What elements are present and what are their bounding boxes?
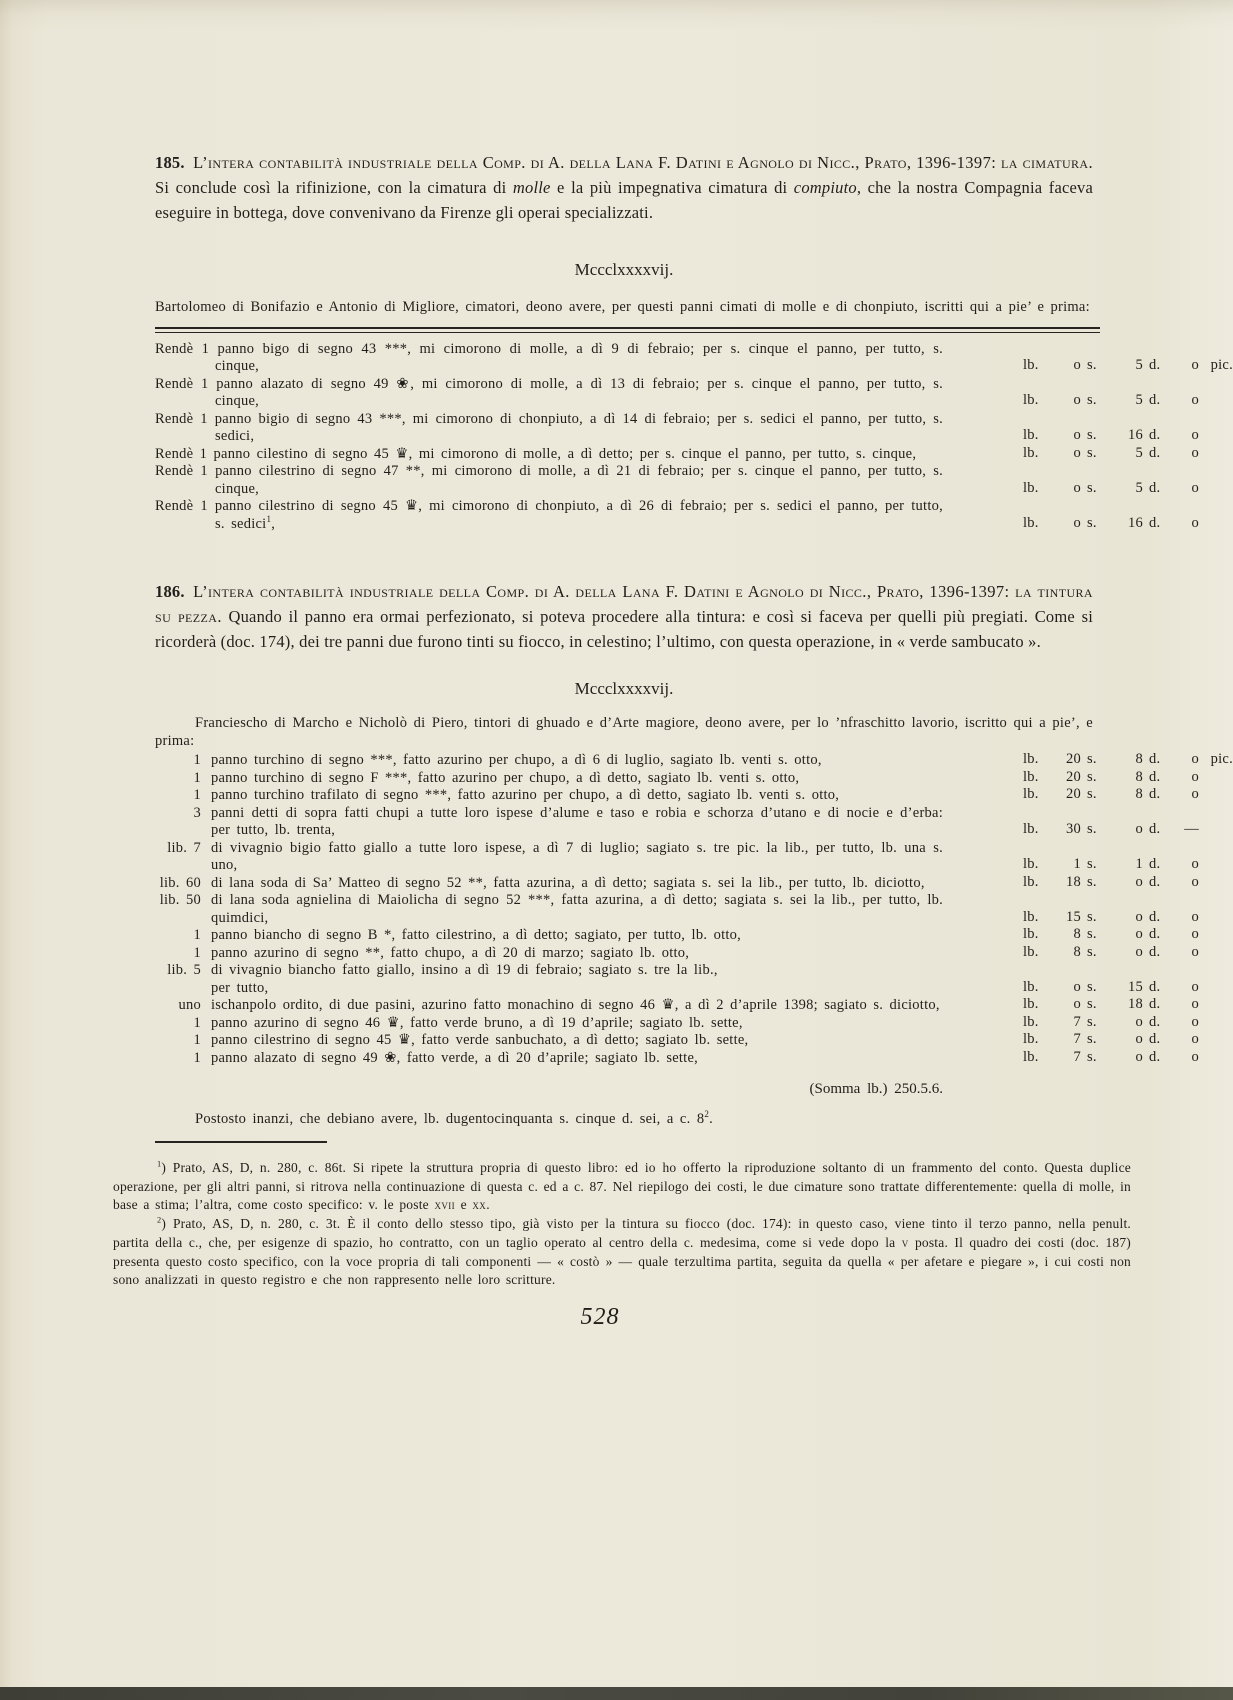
amount-denari-label: d. bbox=[1149, 357, 1161, 373]
amount-denari-label: d. bbox=[1149, 514, 1161, 531]
amount-soldi-value: 8 bbox=[1135, 786, 1143, 802]
entry-description: panno turchino trafilato di segno ***, fatto azurino per chupo, a dì detto, sagiato lb. venti s. otto, bbox=[211, 787, 840, 803]
entry-quantity: lib. 5 bbox=[167, 962, 201, 978]
amount-lb-label: lb. bbox=[1023, 1013, 1039, 1030]
amount-soldi-value: 16 bbox=[1128, 427, 1143, 443]
amount-lb-label: lb. bbox=[1023, 786, 1039, 802]
amount-lb-label: lb. bbox=[1023, 873, 1039, 890]
amount-lb-label: lb. bbox=[1023, 392, 1039, 408]
amount-soldi-label: s. bbox=[1087, 1013, 1097, 1030]
amount-soldi-value: o bbox=[1135, 943, 1143, 960]
account-intro-185: Bartolomeo di Bonifazio e Antonio di Migliore, cimatori, deono avere, per questi panni cimati di molle e di chonpiuto, iscritti qui a pie’ e prima: bbox=[155, 299, 1090, 315]
ledger-entry bbox=[155, 463, 1199, 498]
entry-amount bbox=[1023, 1031, 1233, 1049]
amount-lira-value: o bbox=[1073, 978, 1081, 995]
carryover-line: Postosto inanzi, che debiano avere, lb. dugentocinquanta s. cinque d. sei, a c. $8^2$. bbox=[195, 1109, 713, 1127]
entry-description: panno turchino di segno ***, fatto azurino per chupo, a dì 6 di luglio, sagiato lb. venti s. otto, bbox=[211, 752, 822, 768]
ledger-entry bbox=[155, 804, 1199, 840]
amount-denari-label: d. bbox=[1149, 1048, 1161, 1065]
tintura-ledger-entries bbox=[155, 751, 1233, 1067]
entry-quantity: uno bbox=[178, 997, 201, 1013]
amount-soldi-label: s. bbox=[1087, 926, 1097, 942]
amount-denari-label: d. bbox=[1149, 786, 1161, 802]
amount-denari-value: o bbox=[1191, 514, 1199, 531]
amount-lira-value: 1 bbox=[1073, 856, 1081, 872]
amount-lira-value: 7 bbox=[1073, 1013, 1081, 1030]
amount-lb-label: lb. bbox=[1023, 768, 1039, 785]
amount-lb-label: lb. bbox=[1023, 444, 1039, 461]
amount-lira-value: o bbox=[1073, 427, 1081, 443]
amount-denari-label: d. bbox=[1149, 751, 1161, 767]
amount-suffix bbox=[1199, 1049, 1233, 1067]
amount-lb-label: lb. bbox=[1023, 479, 1039, 496]
amount-lb-label: lb. bbox=[1023, 908, 1039, 925]
entry-description: panno cilestrino di segno 45 ♛, fatto verde sanbuchato, a dì detto; sagiato lb. sette, bbox=[211, 1032, 749, 1048]
amount-soldi-value: o bbox=[1135, 908, 1143, 925]
amount-lb-label: lb. bbox=[1023, 926, 1039, 942]
amount-lira-value: 20 bbox=[1066, 768, 1081, 785]
amount-suffix bbox=[1199, 1014, 1233, 1032]
entry-description: Rendè 1 panno bigio di segno 43 ***, mi cimorono di chonpiuto, a dì 14 di febraio; per s. sedici el panno, per tutto, s. sedici, bbox=[155, 410, 943, 444]
amount-lira-value: o bbox=[1073, 996, 1081, 1012]
footnotes-block bbox=[113, 1159, 1131, 1290]
entry-description: panni detti di sopra fatti chupi a tutte loro ispese d’alume e taso e robia e schorza d’utano e di nocie e d’erba: per tutto, lb. trenta, bbox=[211, 804, 943, 838]
entry-quantity: lib. 50 bbox=[159, 892, 201, 908]
entry-description: di vivagnio biancho fatto giallo, insino a dì 19 di febraio; sagiato s. tre la lib., bbox=[211, 962, 718, 978]
amount-denari-value: o bbox=[1191, 427, 1199, 443]
entry-description: Rendè 1 panno cilestrino di segno 45 ♛, mi cimorono di chonpiuto, a dì 26 di febraio; per s. sedici el panno, per tutto, s. sedici$^1$, bbox=[155, 498, 943, 532]
ledger-entry bbox=[155, 873, 1199, 893]
entry-description: Rendè 1 panno cilestrino di segno 47 **, mi cimorono di molle, a dì 21 di febraio; per s. cinque el panno, per tutto, s. cinque, bbox=[155, 463, 943, 497]
entry-quantity: 1 bbox=[193, 1032, 201, 1048]
amount-soldi-label: s. bbox=[1087, 479, 1097, 496]
entry-description: Rendè 1 panno bigo di segno 43 ***, mi cimorono di molle, a dì 9 di febraio; per s. cinque el panno, per tutto, s. cinque, bbox=[155, 340, 943, 374]
entry-quantity: 1 bbox=[193, 769, 201, 786]
amount-lb-label: lb. bbox=[1023, 1048, 1039, 1065]
entry-amount bbox=[1023, 979, 1233, 997]
entry-description: panno alazato di segno 49 ❀, fatto verde, a dì 20 d’aprile; sagiato lb. sette, bbox=[211, 1049, 699, 1066]
amount-suffix bbox=[1199, 856, 1233, 874]
amount-denari-label: d. bbox=[1149, 996, 1161, 1012]
amount-soldi-label: s. bbox=[1087, 427, 1097, 443]
amount-soldi-value: 8 bbox=[1135, 751, 1143, 767]
amount-denari-value: o bbox=[1191, 996, 1199, 1012]
amount-denari-label: d. bbox=[1149, 479, 1161, 496]
amount-suffix bbox=[1199, 926, 1233, 944]
footnote: $^2$) Prato, AS, D, n. 280, c. 3t. È il conto dello stesso tipo, già visto per la tintura su fiocco (doc. 174): in questo caso, viene tinto il terzo panno, nella penult. partita della c., che, per esigenze di spazio, ho contratto, con un taglio operato al centro della c. medesima, come si vede dopo la v posta. Il quadro dei costi (doc. 187) presenta questo costo specifico, con la voce propria di tali componenti — « costò » — quale terzultima partita, seguita da quella « per afetare e piegare », i cui costi non sono analizzati in questo registro e che non rappresento nelle loro scritture. bbox=[113, 1215, 1131, 1288]
amount-denari-label: d. bbox=[1149, 873, 1161, 890]
amount-lb-label: lb. bbox=[1023, 751, 1039, 767]
amount-lira-value: 8 bbox=[1073, 926, 1081, 942]
entry-amount bbox=[1023, 515, 1233, 533]
amount-soldi-value: 16 bbox=[1128, 514, 1143, 531]
amount-soldi-label: s. bbox=[1087, 786, 1097, 802]
ledger-entry bbox=[155, 375, 1199, 411]
roman-date-heading-186: Mccclxxxxvij. bbox=[574, 679, 674, 698]
ledger-entry bbox=[155, 498, 1199, 533]
entry-description-continuation: per tutto, bbox=[211, 979, 269, 996]
amount-lira-value: 20 bbox=[1066, 751, 1081, 767]
entry-quantity: 1 bbox=[193, 1049, 201, 1066]
amount-lira-value: 30 bbox=[1066, 821, 1081, 837]
amount-soldi-label: s. bbox=[1087, 392, 1097, 408]
amount-denari-value: o bbox=[1191, 908, 1199, 925]
amount-soldi-label: s. bbox=[1087, 978, 1097, 995]
amount-suffix bbox=[1199, 769, 1233, 787]
amount-suffix bbox=[1199, 392, 1233, 410]
amount-denari-label: d. bbox=[1149, 926, 1161, 942]
entry-description: panno biancho di segno B *, fatto cilestrino, a dì detto; sagiato, per tutto, lb. otto, bbox=[211, 927, 742, 943]
amount-denari-label: d. bbox=[1149, 427, 1161, 443]
entry-description: di vivagnio bigio fatto giallo a tutte loro ispese, a dì 7 di luglio; sagiato s. tre pic. la lib., per tutto, lb. una s. uno, bbox=[211, 839, 943, 873]
ledger-entry bbox=[155, 1048, 1199, 1068]
amount-denari-value: o bbox=[1191, 926, 1199, 942]
entry-description: Rendè 1 panno alazato di segno 49 ❀, mi cimorono di molle, a dì 13 di febraio; per s. cinque el panno, per tutto, s. cinque, bbox=[155, 375, 943, 409]
entry-amount bbox=[1023, 856, 1233, 874]
amount-lb-label: lb. bbox=[1023, 1031, 1039, 1047]
entry-amount bbox=[1023, 944, 1233, 962]
amount-lira-value: o bbox=[1073, 357, 1081, 373]
amount-suffix bbox=[1199, 944, 1233, 962]
entry-quantity: 1 bbox=[193, 944, 201, 961]
amount-suffix bbox=[1199, 996, 1233, 1014]
amount-soldi-label: s. bbox=[1087, 821, 1097, 837]
amount-soldi-value: o bbox=[1135, 873, 1143, 890]
entry-description: di lana soda agnielina di Maiolicha di segno 52 ***, fatta azurina, a dì detto; sagiata s. sei la lib., per tutto, lb. quimdici, bbox=[211, 892, 943, 926]
entry-amount bbox=[1023, 751, 1233, 769]
amount-suffix bbox=[1199, 979, 1233, 997]
amount-soldi-label: s. bbox=[1087, 943, 1097, 960]
amount-soldi-label: s. bbox=[1087, 1031, 1097, 1047]
amount-denari-value: — bbox=[1184, 821, 1199, 837]
amount-denari-value: o bbox=[1191, 856, 1199, 872]
amount-soldi-label: s. bbox=[1087, 908, 1097, 925]
amount-denari-label: d. bbox=[1149, 978, 1161, 995]
entry-amount bbox=[1023, 786, 1233, 804]
amount-soldi-value: o bbox=[1135, 1048, 1143, 1065]
amount-suffix bbox=[1199, 445, 1233, 463]
somma-total-line: (Somma lb.) 250.5.6. bbox=[809, 1081, 943, 1097]
ledger-entry bbox=[155, 751, 1233, 770]
amount-soldi-label: s. bbox=[1087, 873, 1097, 890]
entry-amount bbox=[1023, 427, 1233, 445]
amount-denari-value: o bbox=[1191, 751, 1199, 767]
ledger-entry bbox=[155, 996, 1199, 1015]
ledger-entry bbox=[155, 340, 1233, 376]
amount-denari-value: o bbox=[1191, 873, 1199, 890]
amount-soldi-label: s. bbox=[1087, 1048, 1097, 1065]
amount-soldi-value: 1 bbox=[1135, 856, 1143, 872]
section-186-commentary: 186. L’intera contabilità industriale della Comp. di A. della Lana F. Datini e Agnolo di Nicc., Prato, 1396-1397: la tintura su pezza. Quando il panno era ormai perfezionato, si poteva procedere alla tintura: e così si faceva per quelli più pregiati. Come si ricorderà (doc. 174), dei tre panni due furono tinti su fiocco, in celestino; l’ultimo, con questa operazione, in « verde sambucato ». bbox=[155, 582, 1093, 651]
amount-lb-label: lb. bbox=[1023, 943, 1039, 960]
amount-denari-value: o bbox=[1191, 978, 1199, 995]
amount-lb-label: lb. bbox=[1023, 856, 1039, 872]
table-top-rule bbox=[155, 327, 1100, 333]
amount-soldi-label: s. bbox=[1087, 768, 1097, 785]
amount-lb-label: lb. bbox=[1023, 357, 1039, 373]
cimatura-ledger-entries bbox=[155, 340, 1233, 534]
entry-description: panno azurino di segno 46 ♛, fatto verde bruno, a dì 19 d’aprile; sagiato lb. sette, bbox=[211, 1014, 743, 1031]
amount-denari-value: o bbox=[1191, 768, 1199, 785]
amount-soldi-label: s. bbox=[1087, 751, 1097, 767]
amount-soldi-value: 8 bbox=[1135, 768, 1143, 785]
amount-denari-label: d. bbox=[1149, 1031, 1161, 1047]
entry-quantity: 1 bbox=[193, 927, 201, 943]
entry-description: ischanpolo ordito, di due pasini, azurino fatto monachino di segno 46 ♛, a dì 2 d’aprile 1398; sagiato s. diciotto, bbox=[211, 997, 940, 1013]
amount-soldi-value: o bbox=[1135, 1013, 1143, 1030]
section-185-commentary: 185. L’intera contabilità industriale della Comp. di A. della Lana F. Datini e Agnolo di Nicc., Prato, 1396-1397: la cimatura. Si conclude così la rifinizione, con la cimatura di molle e la più impegnativa cimatura di compiuto, che la nostra Compagnia faceva eseguire in bottega, dove convenivano da Firenze gli operai specializzati. bbox=[155, 153, 1093, 222]
amount-soldi-label: s. bbox=[1087, 514, 1097, 531]
entry-quantity: lib. 60 bbox=[159, 874, 201, 891]
entry-amount bbox=[1023, 769, 1233, 787]
amount-soldi-label: s. bbox=[1087, 444, 1097, 461]
amount-suffix bbox=[1199, 909, 1233, 927]
amount-soldi-value: 15 bbox=[1128, 978, 1143, 995]
amount-suffix bbox=[1199, 874, 1233, 892]
amount-suffix bbox=[1199, 480, 1233, 498]
amount-denari-value: o bbox=[1191, 943, 1199, 960]
amount-soldi-value: 5 bbox=[1135, 444, 1143, 461]
entry-amount bbox=[1023, 480, 1233, 498]
amount-denari-value: o bbox=[1191, 786, 1199, 802]
roman-date-heading-185: Mccclxxxxvij. bbox=[574, 260, 674, 279]
amount-soldi-label: s. bbox=[1087, 856, 1097, 872]
ledger-entry bbox=[155, 410, 1199, 446]
ledger-entry bbox=[155, 786, 1199, 805]
amount-lira-value: 8 bbox=[1073, 943, 1081, 960]
ledger-entry bbox=[155, 839, 1199, 875]
amount-denari-value: o bbox=[1191, 1031, 1199, 1047]
amount-denari-label: d. bbox=[1149, 943, 1161, 960]
amount-lira-value: 18 bbox=[1066, 873, 1081, 890]
amount-suffix bbox=[1199, 786, 1233, 804]
footnote: $^1$) Prato, AS, D, n. 280, c. 86t. Si ripete la struttura propria di questo libro: ed io ho offerto la riproduzione soltanto di un frammento del conto. Questa duplice operazione, per gli altri panni, si ritrova nella continuazione di questa c. ed a c. 87. Nel riepilogo dei costi, le due cimature sono trattate differentemente: quella di molle, in base a stima; l’altra, come costo specifico: v. le poste xvii e xx. bbox=[113, 1159, 1131, 1213]
entry-quantity: lib. 7 bbox=[167, 839, 201, 856]
amount-denari-label: d. bbox=[1149, 821, 1161, 837]
page-number: 528 bbox=[580, 1303, 620, 1330]
ledger-entry bbox=[155, 444, 1199, 464]
page-content bbox=[113, 150, 1233, 1331]
amount-suffix bbox=[1199, 1031, 1233, 1049]
amount-suffix bbox=[1199, 515, 1233, 533]
ledger-entry bbox=[155, 962, 1199, 997]
entry-quantity: 1 bbox=[193, 787, 201, 803]
entry-amount bbox=[1023, 357, 1233, 375]
amount-denari-label: d. bbox=[1149, 768, 1161, 785]
amount-denari-value: o bbox=[1191, 1013, 1199, 1030]
amount-lira-value: o bbox=[1073, 514, 1081, 531]
amount-lira-value: o bbox=[1073, 392, 1081, 408]
amount-soldi-value: 5 bbox=[1135, 392, 1143, 408]
entry-amount bbox=[1023, 996, 1233, 1014]
amount-lira-value: 7 bbox=[1073, 1048, 1081, 1065]
entry-amount bbox=[1023, 445, 1233, 463]
footnote-separator-rule bbox=[155, 1141, 327, 1143]
entry-amount bbox=[1023, 874, 1233, 892]
entry-description: panno turchino di segno F ***, fatto azurino per chupo, a dì detto, sagiato lb. venti s. otto, bbox=[211, 769, 800, 786]
entry-quantity: 3 bbox=[193, 804, 201, 821]
entry-quantity: 1 bbox=[193, 1014, 201, 1031]
amount-soldi-value: o bbox=[1135, 821, 1143, 837]
amount-suffix: pic. bbox=[1210, 357, 1233, 373]
amount-lb-label: lb. bbox=[1023, 978, 1039, 995]
ledger-entry bbox=[155, 768, 1199, 788]
amount-denari-label: d. bbox=[1149, 444, 1161, 461]
amount-lira-value: 20 bbox=[1066, 786, 1081, 802]
amount-denari-label: d. bbox=[1149, 392, 1161, 408]
amount-lira-value: 15 bbox=[1066, 908, 1081, 925]
entry-amount bbox=[1023, 926, 1233, 944]
ledger-entry bbox=[155, 1013, 1199, 1033]
amount-suffix bbox=[1199, 427, 1233, 445]
entry-description: panno azurino di segno **, fatto chupo, a dì 20 di marzo; sagiato lb. otto, bbox=[211, 944, 690, 961]
entry-amount bbox=[1023, 1014, 1233, 1032]
amount-lb-label: lb. bbox=[1023, 821, 1039, 837]
amount-denari-value: o bbox=[1191, 479, 1199, 496]
amount-soldi-label: s. bbox=[1087, 357, 1097, 373]
amount-soldi-value: 5 bbox=[1135, 357, 1143, 373]
amount-suffix: pic. bbox=[1210, 751, 1233, 767]
ledger-entry bbox=[155, 892, 1199, 927]
amount-soldi-value: 18 bbox=[1128, 996, 1143, 1012]
amount-soldi-label: s. bbox=[1087, 996, 1097, 1012]
amount-soldi-value: o bbox=[1135, 926, 1143, 942]
amount-denari-value: o bbox=[1191, 444, 1199, 461]
entry-quantity: 1 bbox=[193, 752, 201, 768]
amount-denari-label: d. bbox=[1149, 1013, 1161, 1030]
account-intro-186: Franciescho di Marcho e Nicholò di Piero, tintori di ghuado e d’Arte magiore, deono avere, per lo ’nfraschitto lavorio, iscritto qui a pie’, e prima: bbox=[155, 715, 1093, 749]
amount-denari-value: o bbox=[1191, 357, 1199, 373]
entry-amount bbox=[1023, 821, 1233, 839]
amount-lb-label: lb. bbox=[1023, 427, 1039, 443]
amount-denari-value: o bbox=[1191, 1048, 1199, 1065]
amount-lira-value: o bbox=[1073, 479, 1081, 496]
amount-lb-label: lb. bbox=[1023, 514, 1039, 531]
ledger-entry bbox=[155, 926, 1199, 945]
amount-soldi-value: o bbox=[1135, 1031, 1143, 1047]
entry-description: Rendè 1 panno cilestino di segno 45 ♛, mi cimorono di molle, a dì detto; per s. cinque el panno, per tutto, s. cinque, bbox=[155, 445, 917, 462]
scan-edge-shadow bbox=[0, 1687, 1233, 1700]
amount-denari-label: d. bbox=[1149, 908, 1161, 925]
amount-suffix bbox=[1199, 821, 1233, 839]
amount-lira-value: 7 bbox=[1073, 1031, 1081, 1047]
ledger-entry bbox=[155, 1031, 1199, 1050]
amount-lira-value: o bbox=[1073, 444, 1081, 461]
amount-denari-label: d. bbox=[1149, 856, 1161, 872]
ledger-entry bbox=[155, 943, 1199, 963]
entry-amount bbox=[1023, 909, 1233, 927]
entry-description: di lana soda di Sa’ Matteo di segno 52 **, fatta azurina, a dì detto; sagiata s. sei la lib., per tutto, lb. diciotto, bbox=[211, 874, 925, 891]
amount-lb-label: lb. bbox=[1023, 996, 1039, 1012]
entry-amount bbox=[1023, 1049, 1233, 1067]
amount-soldi-value: 5 bbox=[1135, 479, 1143, 496]
amount-denari-value: o bbox=[1191, 392, 1199, 408]
entry-amount bbox=[1023, 392, 1233, 410]
